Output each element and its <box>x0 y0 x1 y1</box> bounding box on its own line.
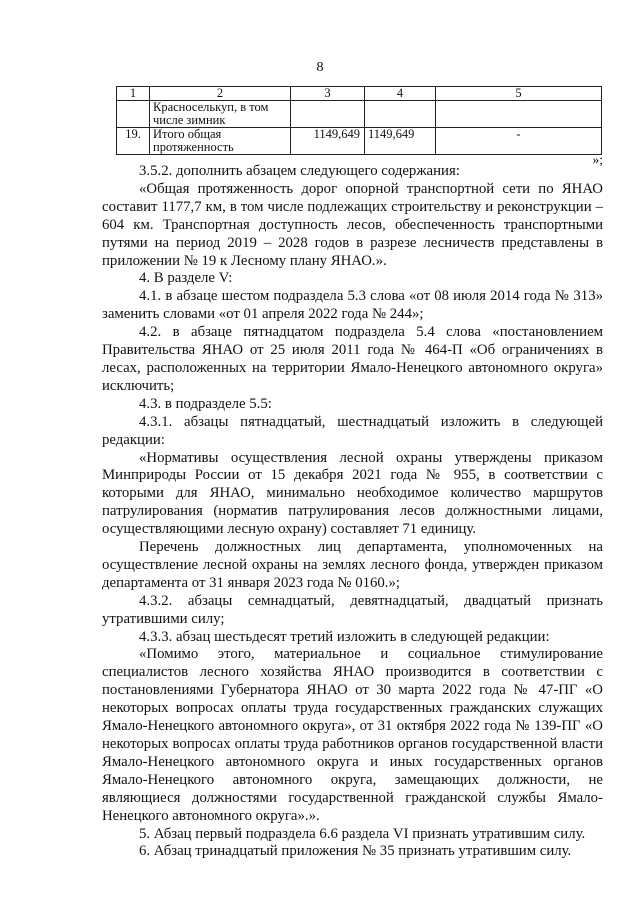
table-header-cell: 5 <box>436 87 602 101</box>
table-cell <box>117 101 150 128</box>
paragraph: 4.3.1. абзацы пятнадцатый, шестнадцатый изложить в следующей редакции: <box>102 413 603 448</box>
table-row <box>117 101 602 128</box>
page-number: 8 <box>316 60 324 75</box>
table-cell <box>436 101 602 128</box>
table-header-cell: 3 <box>291 87 365 101</box>
paragraph: 3.5.2. дополнить абзацем следующего содержания: <box>139 163 460 179</box>
table-header-cell: 1 <box>117 87 150 101</box>
table-cell: 19. <box>117 128 150 155</box>
paragraph: 4.1. в абзаце шестом подраздела 5.3 слова «от 08 июля 2014 года № 313» заменить словами «от 01 апреля 2022 года № 244»; <box>102 288 603 323</box>
paragraph: 6. Абзац тринадцатый приложения № 35 признать утратившим силу. <box>139 843 572 860</box>
quote-closing-mark: »; <box>592 152 603 167</box>
table-cell: 1149,649 <box>365 128 436 155</box>
table-cell: - <box>436 128 602 155</box>
table-header-cell: 4 <box>365 87 436 101</box>
table-header-row <box>117 87 602 101</box>
table-header-cell: 2 <box>150 87 291 101</box>
paragraph: 5. Абзац первый подраздела 6.6 раздела VI признать утратившим силу. <box>139 825 586 842</box>
paragraph: 4.3.2. абзацы семнадцатый, девятнадцатый, двадцатый признать утратившими силу; <box>102 592 603 627</box>
paragraph: 4.3. в подразделе 5.5: <box>139 395 272 412</box>
table-cell: Красноселькуп, в том числе зимник <box>150 101 291 128</box>
paragraph: 4. В разделе V: <box>139 270 233 287</box>
roads-table <box>116 86 602 155</box>
paragraph: 4.3.3. абзац шестьдесят третий изложить в следующей редакции: <box>139 628 550 645</box>
paragraph: Перечень должностных лиц департамента, уполномоченных на осуществление лесной охраны на землях лесного фонда, утвержден приказом департамента от 31 января 2023 года № 0160.»; <box>102 539 603 591</box>
table-cell <box>291 101 365 128</box>
paragraph: «Нормативы осуществления лесной охраны утверждены приказом Минприроды России от 15 декабря 2021 года № 955, в соответствии с которыми для ЯНАО, минимально необходимое количество маршрутов патрулирования (норматив патрулирования лесов должностными лицами, осуществляющими лесную охрану) составляет 71 единицу. <box>102 449 603 538</box>
table-row <box>117 128 602 155</box>
table-cell: 1149,649 <box>291 128 365 155</box>
paragraph: 4.2. в абзаце пятнадцатом подраздела 5.4 слова «постановлением Правительства ЯНАО от 25 июля 2011 года № 464-П «Об ограничениях в лесах, расположенных на территории Ямало-Ненецкого автономного округа» исключить; <box>102 324 603 394</box>
table-cell <box>365 101 436 128</box>
paragraph: «Общая протяженность дорог опорной транспортной сети по ЯНАО составит 1177,7 км, в том числе подлежащих строительству и реконструкции – 604 км. Транспортная доступность лесов, обеспеченность транспортными путями на период 2019 – 2028 годов в разрезе лесничеств представлены в приложении № 19 к Лесному плану ЯНАО.». <box>102 180 603 269</box>
document-body <box>102 163 603 861</box>
paragraph: «Помимо этого, материальное и социальное стимулирование специалистов лесного хозяйства ЯНАО производится в соответствии с постановлениями Губернатора ЯНАО от 30 марта 2022 года № 47-ПГ «О некоторых вопросах оплаты труда государственных гражданских служащих Ямало-Ненецкого автономного округа», от 31 октября 2022 года № 139-ПГ «О некоторых вопросах оплаты труда работников органов государственной власти Ямало-Ненецкого автономного округа и иных государственных органов Ямало-Ненецкого автономного округа, замещающих должности, не являющиеся должностями государственной гражданской службы Ямало-Ненецкого автономного округа».». <box>102 646 603 824</box>
table-cell: Итого общая протяженность <box>150 128 291 155</box>
